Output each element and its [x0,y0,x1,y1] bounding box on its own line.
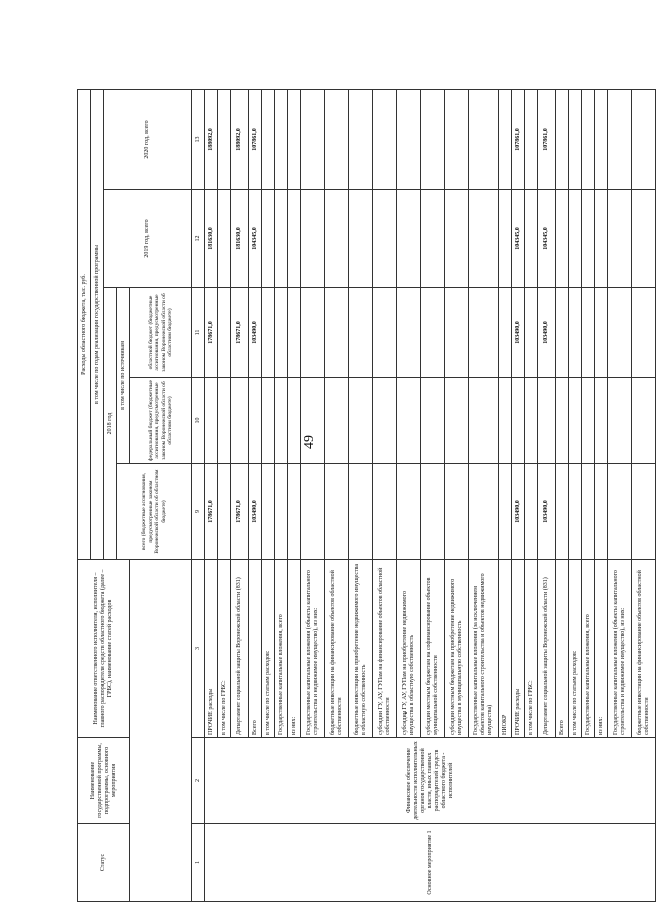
cell-total-2018 [595,464,608,560]
cell-2020: 188092,0 [231,89,249,189]
row-label: из них: [595,560,608,738]
cell-regional-2018 [469,288,499,378]
cell-federal-2018 [325,378,349,464]
cell-regional-2018 [608,288,632,378]
cell-regional-2018 [397,288,421,378]
cell-federal-2018 [512,378,525,464]
rotated-table-container [77,90,650,902]
cell-regional-2018 [525,288,538,378]
cell-2019: 104345,0 [538,190,556,288]
cell-federal-2018 [632,378,656,464]
cell-federal-2018 [349,378,373,464]
row-label: ПРОЧИЕ расходы [512,560,525,738]
colnum-13: 13 [192,89,205,189]
cell-total-2018 [608,464,632,560]
colnum-2: 2 [192,738,205,824]
cell-2019 [525,190,538,288]
cell-federal-2018 [301,378,325,464]
cell-federal-2018 [556,378,569,464]
cell-2020 [499,89,512,189]
cell-federal-2018 [582,378,595,464]
cell-total-2018 [275,464,288,560]
header-program-name: Наименование государственной программы, подпрограммы, основного мероприятия [78,738,130,824]
cell-2019 [325,190,349,288]
cell-regional-2018: 178671,0 [231,288,249,378]
cell-2019: 104345,0 [249,190,262,288]
header-year-2020: 2020 год, всего [104,89,192,189]
header-including: в том числе по источникам [117,288,130,464]
cell-2020 [569,89,582,189]
cell-regional-2018 [421,288,445,378]
cell-total-2018 [262,464,275,560]
cell-regional-2018: 103490,0 [249,288,262,378]
cell-federal-2018 [205,378,218,464]
cell-federal-2018 [231,378,249,464]
cell-total-2018: 178671,0 [231,464,249,560]
cell-regional-2018 [275,288,288,378]
cell-total-2018 [469,464,499,560]
cell-federal-2018 [262,378,275,464]
cell-total-2018 [218,464,231,560]
cell-2019 [608,190,632,288]
cell-regional-2018 [349,288,373,378]
cell-total-2018 [349,464,373,560]
cell-2020 [325,89,349,189]
cell-regional-2018 [301,288,325,378]
header-total: всего (бюджетные ассигнования, предусмотренные законом Воронежской области об областном бюджете) [117,464,192,560]
cell-total-2018 [445,464,469,560]
cell-2020 [445,89,469,189]
cell-2019 [349,190,373,288]
cell-2020 [556,89,569,189]
cell-2019 [397,190,421,288]
cell-2019 [275,190,288,288]
cell-regional-2018 [632,288,656,378]
row-label: субсидии местным бюджетам на приобретение недвижимого имущества в муниципальную собственность [445,560,469,738]
header-budget-subgroup: в том числе по годам реализации государственной программы [91,89,104,559]
row-label: бюджетные инвестиции на приобретение недвижимого имущества в областную собственность [349,560,373,738]
cell-2019 [445,190,469,288]
cell-regional-2018 [595,288,608,378]
table-row [205,89,218,901]
cell-federal-2018 [445,378,469,464]
row-label: НИОКР [499,560,512,738]
cell-total-2018 [556,464,569,560]
row-label: Департамент социальной защиты Воронежской области (831) [231,560,249,738]
cell-regional-2018 [582,288,595,378]
cell-total-2018 [632,464,656,560]
cell-2020 [421,89,445,189]
cell-regional-2018 [569,288,582,378]
status-cell: Основное мероприятие 1 [205,824,656,902]
cell-regional-2018 [373,288,397,378]
cell-total-2018 [373,464,397,560]
cell-2020 [469,89,499,189]
cell-federal-2018 [288,378,301,464]
row-label: Государственные капитальные вложения (объекты капитального строительства и недвижимое имущество), из них: [608,560,632,738]
program-cell: Финансовое обеспечение деятельности исполнительных органов государственной власти, иных главных распорядителей средств областного бюджета - исполнителей [205,738,656,824]
cell-regional-2018: 178671,0 [205,288,218,378]
cell-regional-2018 [445,288,469,378]
cell-regional-2018 [325,288,349,378]
cell-2020 [632,89,656,189]
cell-2019 [421,190,445,288]
cell-2019 [218,190,231,288]
header-year-2018: 2018 год [104,288,117,560]
cell-federal-2018 [397,378,421,464]
row-label: Государственные капитальные вложения (объекты капитального строительства и недвижимое имущество), из них: [301,560,325,738]
cell-federal-2018 [525,378,538,464]
row-label: Государственные капитальные вложения, всего [582,560,595,738]
cell-2019 [632,190,656,288]
cell-total-2018 [397,464,421,560]
cell-2020: 107861,0 [512,89,525,189]
header-regional: областной бюджет (бюджетные ассигнования, предусмотренные законом Воронежской области об областном бюджете) [130,288,192,378]
row-label: Государственные капитальные вложения (за исключением объектов капитального строительства и объектов недвижимого имущества) [469,560,499,738]
row-label: Всего [556,560,569,738]
row-label: ПРОЧИЕ расходы [205,560,218,738]
cell-total-2018 [569,464,582,560]
cell-2019 [569,190,582,288]
cell-2019 [556,190,569,288]
row-label: в том числе по ГРБС: [218,560,231,738]
cell-2019 [499,190,512,288]
cell-federal-2018 [569,378,582,464]
cell-regional-2018 [556,288,569,378]
cell-2020 [262,89,275,189]
header-responsible: Наименование ответственного исполнителя, исполнителя – главного распорядителя средств областного бюджета (далее – ГРБС), наименование статей расходов [78,560,130,738]
cell-federal-2018 [608,378,632,464]
row-label: в том числе по статьям расходов: [569,560,582,738]
cell-2020 [582,89,595,189]
cell-2019 [262,190,275,288]
cell-regional-2018: 103490,0 [512,288,525,378]
cell-2020 [275,89,288,189]
cell-total-2018 [582,464,595,560]
colnum-9: 9 [192,464,205,560]
cell-2020 [595,89,608,189]
cell-federal-2018 [275,378,288,464]
cell-total-2018 [288,464,301,560]
cell-2019: 104345,0 [512,190,525,288]
cell-2020 [349,89,373,189]
cell-total-2018 [301,464,325,560]
cell-2020 [301,89,325,189]
row-label: Всего [249,560,262,738]
cell-2020 [608,89,632,189]
cell-2019: 181630,0 [231,190,249,288]
cell-2019 [373,190,397,288]
cell-2020 [218,89,231,189]
cell-total-2018 [325,464,349,560]
cell-2020: 188092,0 [205,89,218,189]
cell-total-2018: 178671,0 [205,464,218,560]
colnum-11: 11 [192,288,205,378]
cell-federal-2018 [249,378,262,464]
header-federal: федеральный бюджет (бюджетные ассигнования, предусмотренные законом Воронежской области об областном бюджете) [130,378,192,464]
cell-regional-2018 [499,288,512,378]
cell-2019 [469,190,499,288]
cell-2019 [288,190,301,288]
cell-2019 [582,190,595,288]
cell-2019 [595,190,608,288]
cell-2020 [373,89,397,189]
row-label: Государственные капитальные вложения, всего [275,560,288,738]
row-label: бюджетные инвестиции на финансирование объектов областной собственности [632,560,656,738]
cell-regional-2018 [288,288,301,378]
cell-federal-2018 [469,378,499,464]
cell-total-2018: 103490,0 [512,464,525,560]
colnum-10: 10 [192,378,205,464]
cell-2019 [301,190,325,288]
page-number: 49 [302,435,317,449]
colnum-12: 12 [192,190,205,288]
row-label: из них: [288,560,301,738]
cell-total-2018 [525,464,538,560]
row-label: в том числе по статьям расходов: [262,560,275,738]
cell-total-2018 [421,464,445,560]
header-spacer [130,560,192,902]
cell-regional-2018 [262,288,275,378]
cell-total-2018 [499,464,512,560]
cell-regional-2018: 103490,0 [538,288,556,378]
row-label: субсидии местным бюджетам на софинансирование объектов муниципальной собственности [421,560,445,738]
cell-2020 [397,89,421,189]
row-label: субсидии ГУ, АУ, ГУПам на приобретение недвижимого имущества в областную собственность [397,560,421,738]
row-label: Департамент социальной защиты Воронежской области (831) [538,560,556,738]
header-year-2019: 2019 год, всего [104,190,192,288]
cell-2020: 107861,0 [538,89,556,189]
cell-2020 [288,89,301,189]
cell-regional-2018 [218,288,231,378]
colnum-1: 1 [192,824,205,902]
cell-federal-2018 [421,378,445,464]
cell-total-2018: 103490,0 [249,464,262,560]
cell-2019: 181630,0 [205,190,218,288]
cell-federal-2018 [373,378,397,464]
cell-2020: 107861,0 [249,89,262,189]
row-label: субсидии ГУ, АУ, ГУПам на финансирование объектов областной собственности [373,560,397,738]
header-budget-group: Расходы областного бюджета, тыс. руб. [78,89,91,559]
cell-2020 [525,89,538,189]
colnum-3: 3 [192,560,205,738]
cell-federal-2018 [218,378,231,464]
budget-table [77,89,656,902]
row-label: в том числе по ГРБС: [525,560,538,738]
header-status: Статус [78,824,130,902]
cell-federal-2018 [595,378,608,464]
row-label: бюджетные инвестиции на финансирование объектов областной собственности [325,560,349,738]
cell-federal-2018 [538,378,556,464]
cell-federal-2018 [499,378,512,464]
cell-total-2018: 103490,0 [538,464,556,560]
